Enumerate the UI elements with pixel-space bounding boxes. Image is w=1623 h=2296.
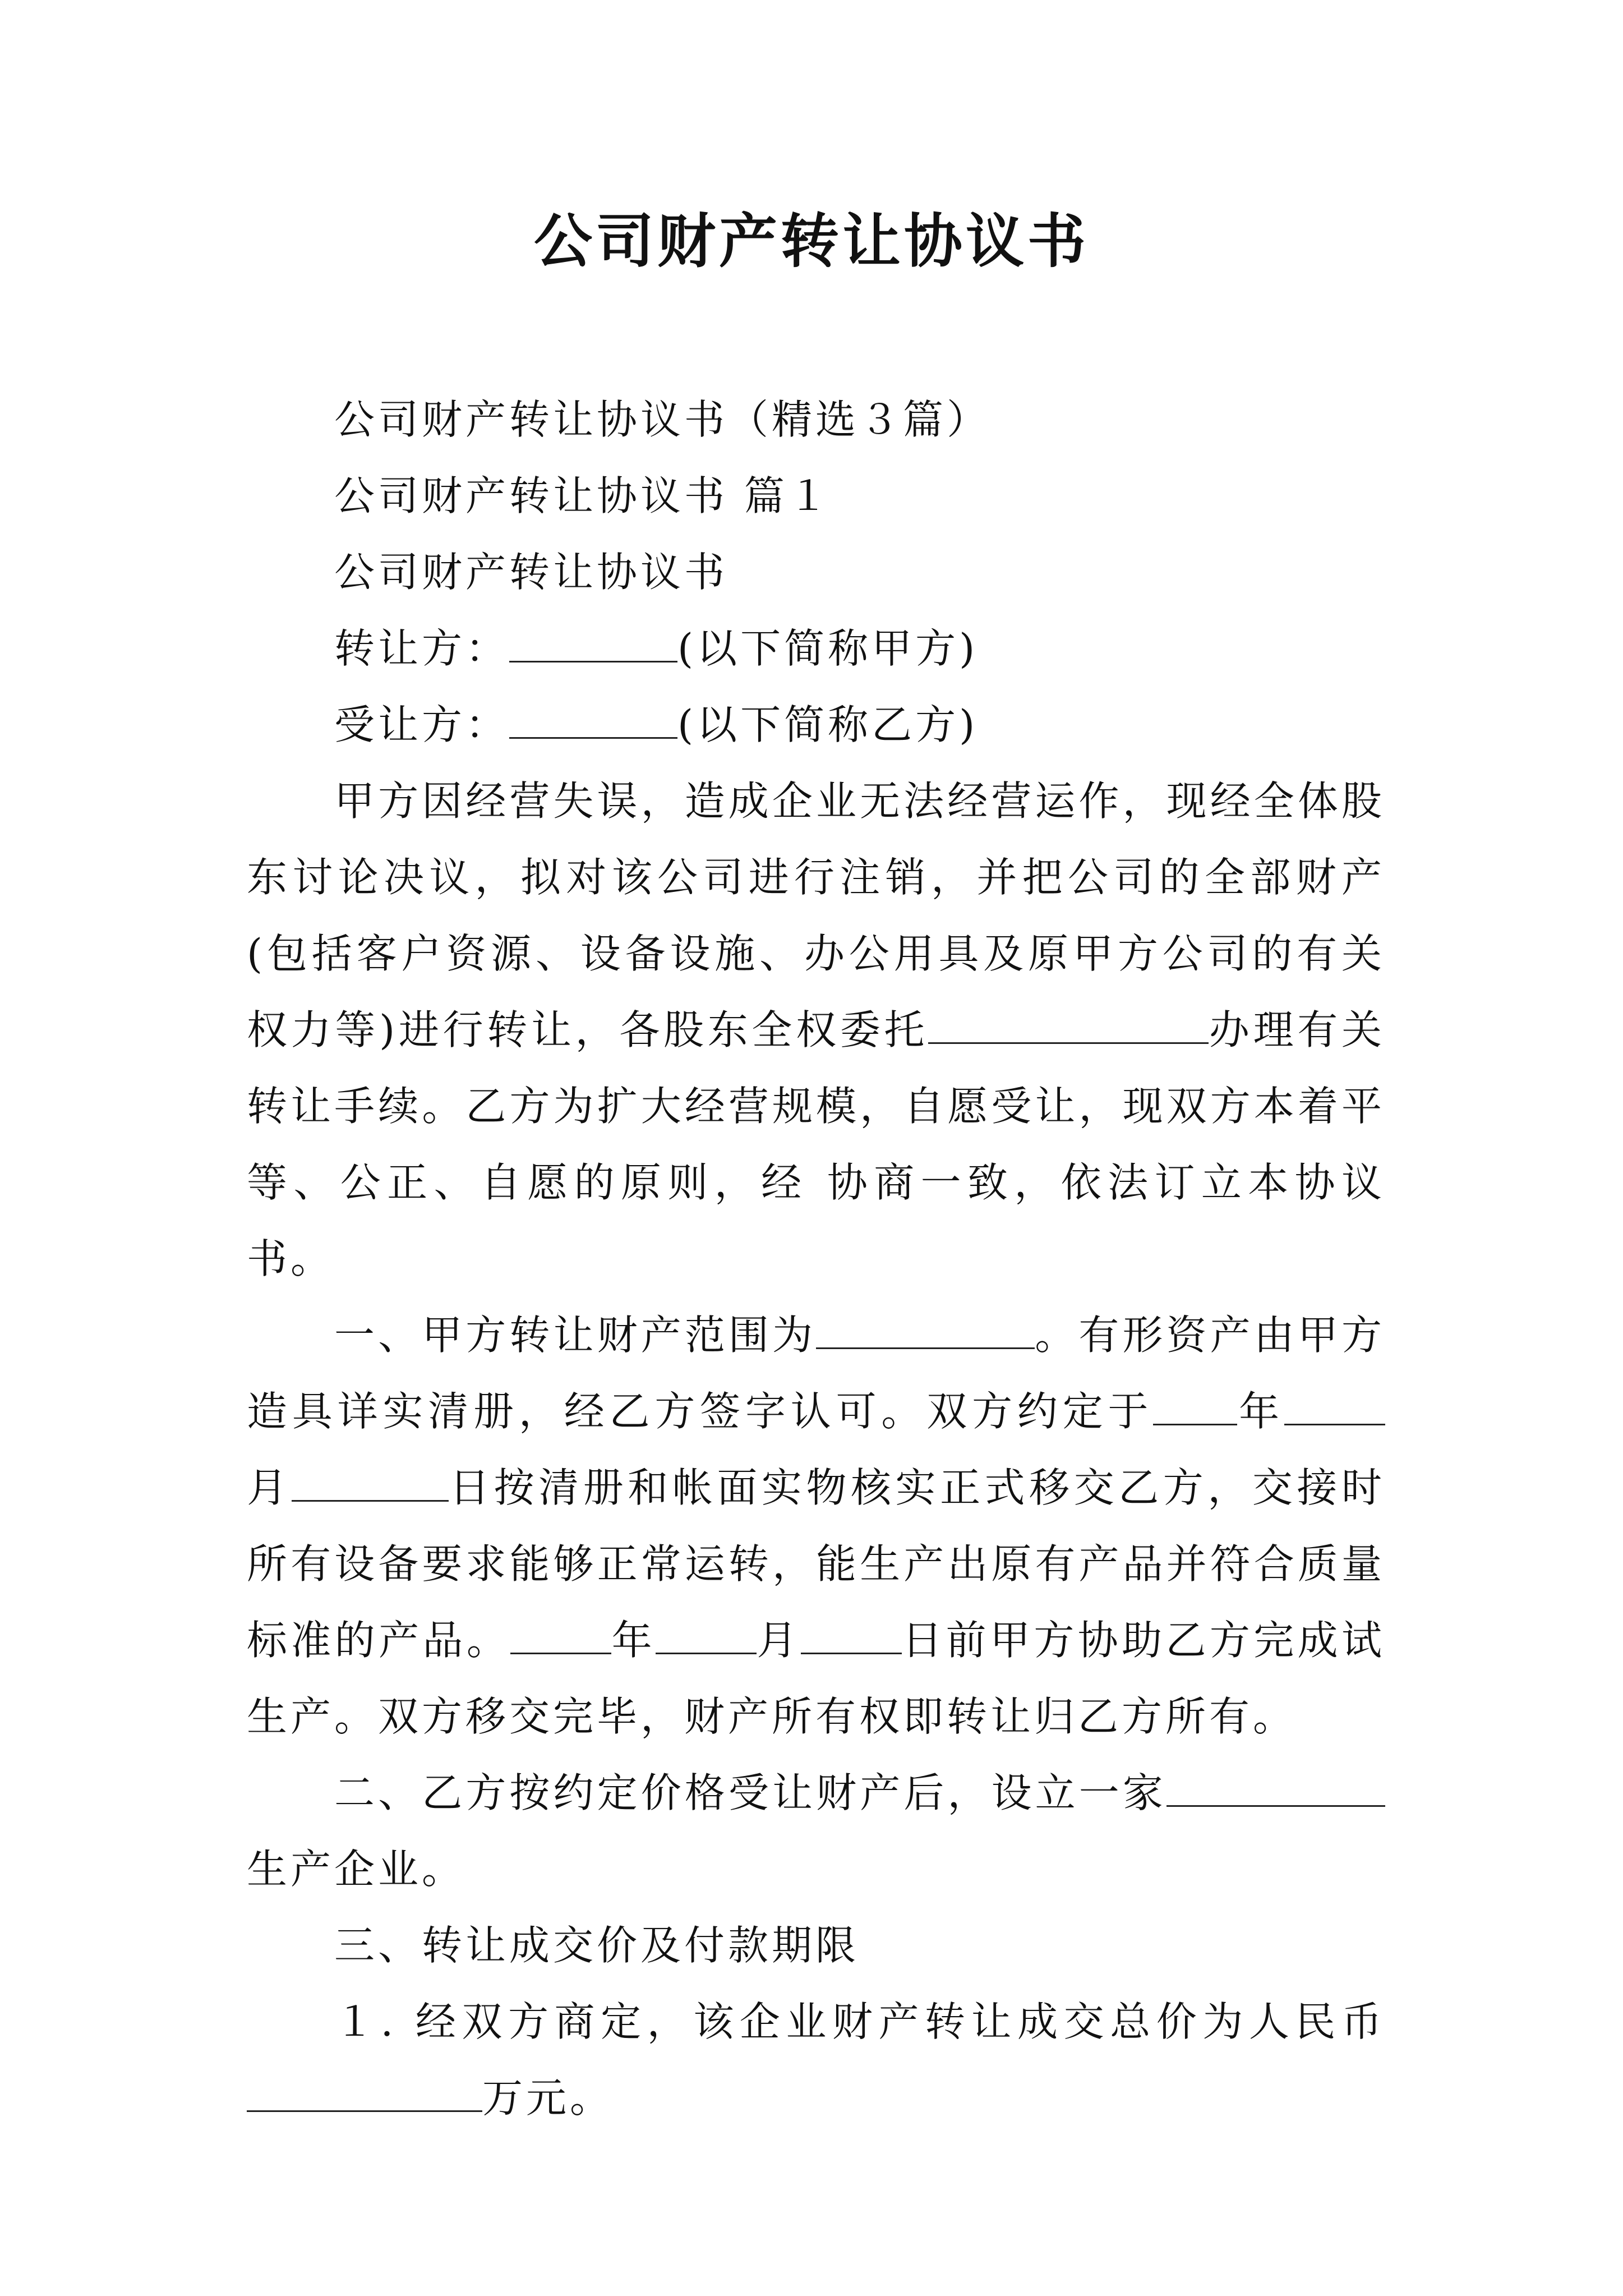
trustee-blank xyxy=(928,1007,1209,1044)
clause1-part-b: 。有形资产由甲方造具详实清册，经乙方签字认可。双方约定于 xyxy=(247,1312,1385,1435)
amount-blank xyxy=(247,2076,482,2112)
subtitle: 公司财产转让协议书（精选３篇） xyxy=(334,396,991,443)
transferee-suffix: (以下简称乙方) xyxy=(677,701,979,748)
clause1-part-c: 日按清册和帐面实物核实正式移交乙方，交接时所有设备要求能够正常运转，能生产出原有产品并符合质量标准的产品。 xyxy=(247,1464,1385,1664)
document-title: 公司财产转让协议书 xyxy=(533,206,1089,275)
transferee-label: 受让方： xyxy=(334,701,510,748)
clause2-part-b: 生产企业。 xyxy=(247,1846,466,1893)
paragraph-clause-3-1 xyxy=(247,1984,1385,2136)
paragraph-clause-2 xyxy=(247,1755,1385,1907)
day-blank xyxy=(292,1465,449,1502)
agreement-name: 公司财产转让协议书 xyxy=(334,549,728,596)
clause3-1-part-b: 万元。 xyxy=(482,2074,614,2122)
year-blank-2 xyxy=(510,1618,611,1654)
transferee-blank xyxy=(509,702,677,739)
year-blank xyxy=(1153,1389,1237,1425)
clause1-year: 年 xyxy=(1237,1388,1284,1435)
clause1-part-d: 日前甲方协助乙方完成试生产。双方移交完毕，财产所有权即转让归乙方所有。 xyxy=(247,1617,1385,1740)
day-blank-2 xyxy=(801,1618,902,1654)
paragraph-preamble xyxy=(247,763,1385,1297)
transferee-line xyxy=(247,687,1385,763)
paragraph-clause-3-heading: 三、转让成交价及付款期限 xyxy=(334,1922,860,1969)
month-blank-2 xyxy=(656,1618,757,1654)
month-blank-lead xyxy=(1284,1389,1385,1425)
clause1-month: 月 xyxy=(247,1464,292,1511)
clause3-1-part-a: １. 经双方商定，该企业财产转让成交总价为人民币 xyxy=(334,1998,1385,2045)
property-scope-blank xyxy=(816,1313,1035,1349)
transferor-line xyxy=(247,610,1385,687)
transferor-blank xyxy=(509,626,677,662)
paragraph-clause-1 xyxy=(247,1297,1385,1755)
clause1-part-a: 一、甲方转让财产范围为 xyxy=(334,1312,817,1359)
preamble-part-a: 甲方因经营失误，造成企业无法经营运作，现经全体股东讨论决议，拟对该公司进行注销，并把公司的全部财产(包括客户资源、设备设施、办公用具及原甲方公司的有关权力等)进行转让，各股东全权委托 xyxy=(247,777,1385,1053)
clause1-month-2: 月 xyxy=(757,1617,801,1664)
transferor-suffix: (以下简称甲方) xyxy=(677,625,979,672)
clause1-year-2: 年 xyxy=(611,1617,656,1664)
preamble-part-b: 办理有关转让手续。乙方为扩大经营规模，自愿受让，现双方本着平等、公正、自愿的原则，经 协商一致，依法订立本协议书。 xyxy=(247,1006,1385,1282)
document-body xyxy=(247,381,1385,2136)
section-heading: 公司财产转让协议书 篇１ xyxy=(334,472,832,519)
enterprise-blank xyxy=(1166,1770,1385,1807)
clause2-part-a: 二、乙方按约定价格受让财产后，设立一家 xyxy=(334,1769,1166,1816)
transferor-label: 转让方： xyxy=(334,625,510,672)
